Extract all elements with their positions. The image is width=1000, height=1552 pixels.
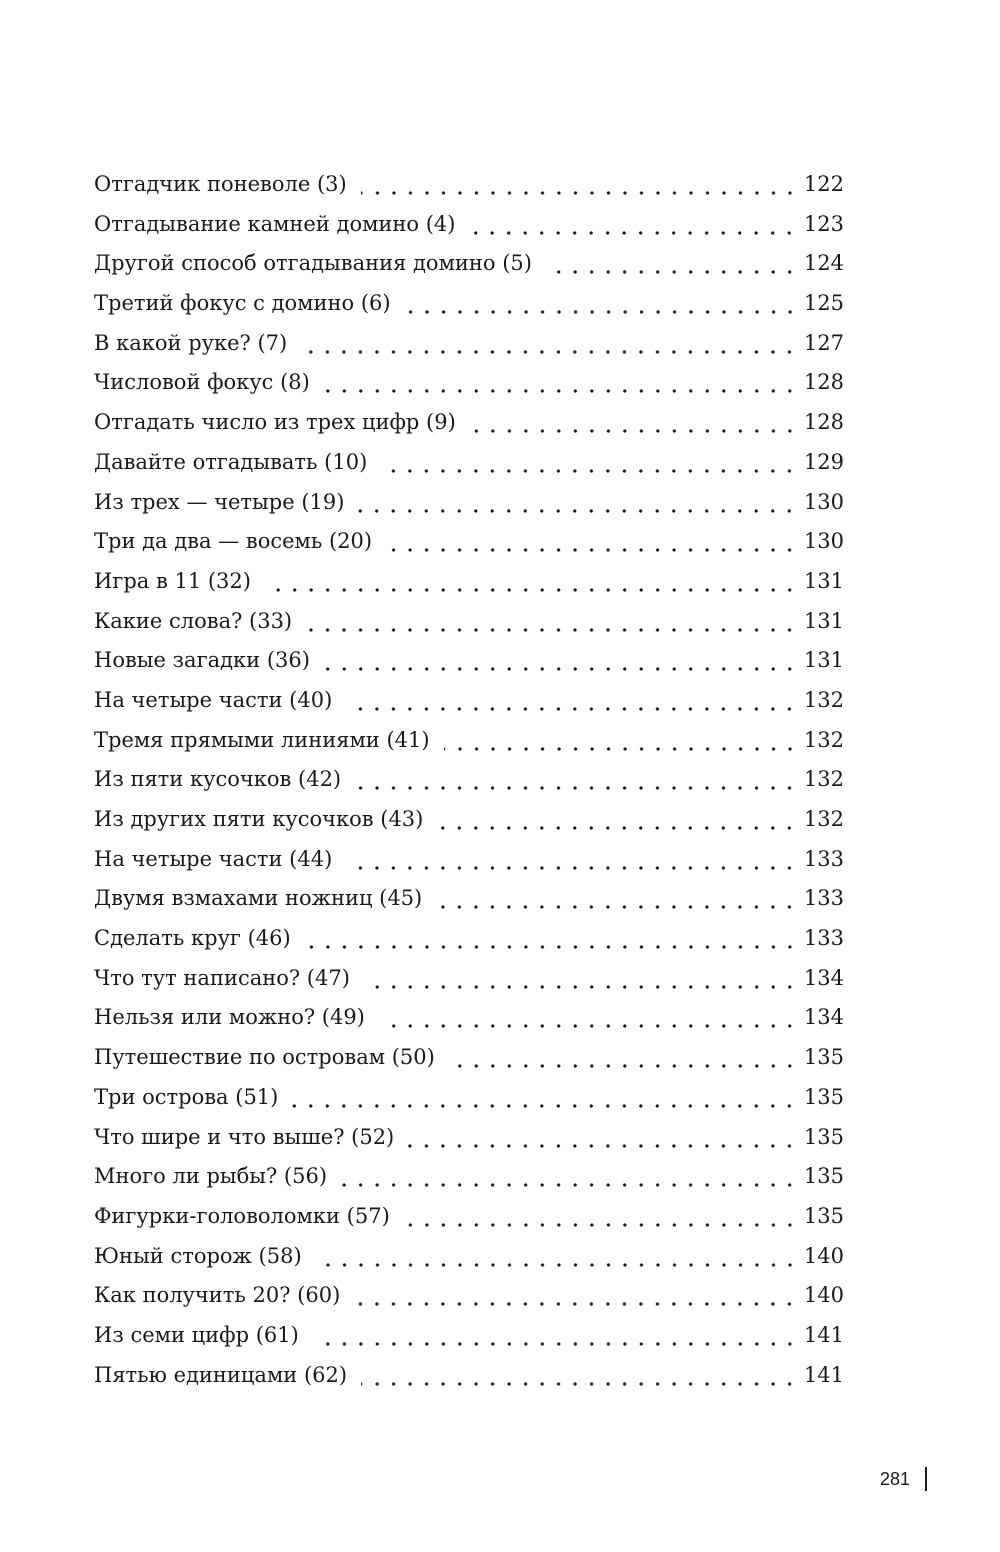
toc-entry[interactable] [94,641,844,681]
toc-entry-page: 132 [803,767,844,792]
toc-entry-title: Три да два — восемь (20) [94,529,373,554]
toc-entry-page: 133 [803,846,844,871]
dot-leader [305,919,798,959]
dot-leader [341,1157,798,1197]
toc-entry-title: Числовой фокус (8) [94,370,310,395]
dot-leader [346,840,798,880]
dot-leader [470,403,798,443]
dot-leader [436,879,798,919]
dot-leader [437,800,798,840]
dot-leader [346,681,798,721]
toc-entry[interactable] [94,840,844,880]
toc-entry-title: Из трех — четыре (19) [94,489,345,514]
toc-entry-title: Отгадывание камней домино (4) [94,211,456,236]
toc-entry-title: Тремя прямыми линиями (41) [94,727,430,752]
toc-entry-page: 125 [803,291,844,316]
toc-entry[interactable] [94,205,844,245]
dot-leader [408,1118,798,1158]
dot-leader [324,363,798,403]
toc-entry[interactable] [94,562,844,602]
toc-entry[interactable] [94,324,844,364]
toc-entry-page: 135 [803,1203,844,1228]
dot-leader [313,1316,798,1356]
dot-leader [301,324,798,364]
toc-entry-title: Юный сторож (58) [94,1243,302,1268]
toc-entry-page: 128 [803,370,844,395]
dot-leader [379,998,798,1038]
dot-leader [405,284,798,324]
toc-entry-page: 140 [803,1283,844,1308]
dot-leader [316,1237,798,1277]
toc-entry[interactable] [94,760,844,800]
toc-entry[interactable] [94,522,844,562]
toc-entry-page: 135 [803,1084,844,1109]
toc-entry[interactable] [94,800,844,840]
toc-entry[interactable] [94,443,844,483]
folio-divider [925,1467,927,1491]
toc-entry[interactable] [94,1276,844,1316]
toc-entry-page: 141 [803,1362,844,1387]
toc-entry-page: 132 [803,807,844,831]
toc-entry[interactable] [94,1356,844,1396]
toc-entry-title: Какие слова? (33) [94,608,293,633]
toc-entry-title: Путешествие по островам (50) [94,1045,435,1070]
toc-entry[interactable] [94,879,844,919]
toc-entry-page: 123 [803,211,844,236]
dot-leader [265,562,798,602]
dot-leader [292,1078,798,1118]
toc-entry-page: 134 [803,965,844,990]
dot-leader [469,205,797,245]
toc-entry-title: Из других пяти кусочков (43) [94,807,424,831]
toc-entry-title: На четыре части (44) [94,846,333,871]
toc-entry-page: 127 [803,330,844,355]
toc-entry-title: Третий фокус с домино (6) [94,291,391,316]
toc-entry-title: Из семи цифр (61) [94,1322,299,1347]
dot-leader [361,1356,798,1396]
toc-entry-page: 132 [803,687,844,712]
dot-leader [355,760,798,800]
toc-entry-title: Три острова (51) [94,1084,279,1109]
toc-entry-title: В какой руке? (7) [94,330,288,355]
toc-entry[interactable] [94,998,844,1038]
toc-entry[interactable] [94,681,844,721]
dot-leader [546,244,798,284]
toc-entry[interactable] [94,1078,844,1118]
table-of-contents [94,165,844,1395]
toc-entry-title: Отгадать число из трех цифр (9) [94,410,456,435]
toc-entry[interactable] [94,165,844,205]
toc-entry-title: Отгадчик поневоле (3) [94,172,347,196]
toc-entry-title: На четыре части (40) [94,687,333,712]
toc-entry-title: Другой способ отгадывания домино (5) [94,251,532,276]
toc-entry-page: 135 [803,1124,844,1149]
toc-entry[interactable] [94,721,844,761]
toc-entry[interactable] [94,1237,844,1277]
toc-entry-title: Давайте отгадывать (10) [94,449,368,474]
dot-leader [324,641,798,681]
dot-leader [444,721,798,761]
toc-entry[interactable] [94,1118,844,1158]
toc-entry-page: 135 [803,1164,844,1189]
toc-entry-page: 133 [803,886,844,911]
toc-entry-page: 131 [803,608,844,633]
toc-entry[interactable] [94,1197,844,1237]
toc-entry-title: Двумя взмахами ножниц (45) [94,886,423,911]
dot-leader [306,602,798,642]
toc-entry-page: 135 [803,1045,844,1070]
toc-entry-title: Как получить 20? (60) [94,1283,341,1308]
toc-entry-title: Что тут написано? (47) [94,965,350,990]
toc-entry-title: Из пяти кусочков (42) [94,767,342,792]
toc-entry-page: 132 [803,727,844,752]
dot-leader [361,165,798,205]
toc-entry-page: 128 [803,410,844,435]
dot-leader [381,443,798,483]
dot-leader [449,1038,798,1078]
toc-entry[interactable] [94,1316,844,1356]
toc-entry-page: 130 [803,529,844,554]
toc-entry-title: Фигурки-головоломки (57) [94,1203,390,1228]
toc-entry-title: Нельзя или можно? (49) [94,1005,365,1030]
toc-entry[interactable] [94,602,844,642]
toc-entry[interactable] [94,1157,844,1197]
toc-entry[interactable] [94,919,844,959]
toc-entry[interactable] [94,284,844,324]
toc-entry-page: 129 [803,449,844,474]
toc-entry-page: 131 [803,568,844,593]
toc-entry-page: 134 [803,1005,844,1030]
toc-entry[interactable] [94,1038,844,1078]
toc-entry-title: Сделать круг (46) [94,926,291,951]
toc-entry-title: Что шире и что выше? (52) [94,1124,395,1149]
toc-entry-title: Новые загадки (36) [94,648,310,673]
toc-entry[interactable] [94,959,844,999]
dot-leader [404,1197,798,1237]
toc-entry-title: Пятью единицами (62) [94,1362,348,1387]
dot-leader [364,959,798,999]
dot-leader [358,483,797,523]
toc-entry[interactable] [94,244,844,284]
toc-entry-page: 141 [803,1322,844,1347]
toc-entry-page: 133 [803,926,844,951]
toc-entry[interactable] [94,483,844,523]
toc-entry-page: 130 [803,489,844,514]
dot-leader [386,522,798,562]
toc-entry[interactable] [94,403,844,443]
toc-entry-title: Игра в 11 (32) [94,568,251,593]
toc-entry-page: 124 [803,251,844,276]
toc-entry[interactable] [94,363,844,403]
dot-leader [354,1276,798,1316]
toc-entry-page: 122 [803,172,844,196]
toc-entry-title: Много ли рыбы? (56) [94,1164,328,1189]
page-number: 281 [879,1469,910,1489]
toc-entry-page: 131 [803,648,844,673]
toc-entry-page: 140 [803,1243,844,1268]
